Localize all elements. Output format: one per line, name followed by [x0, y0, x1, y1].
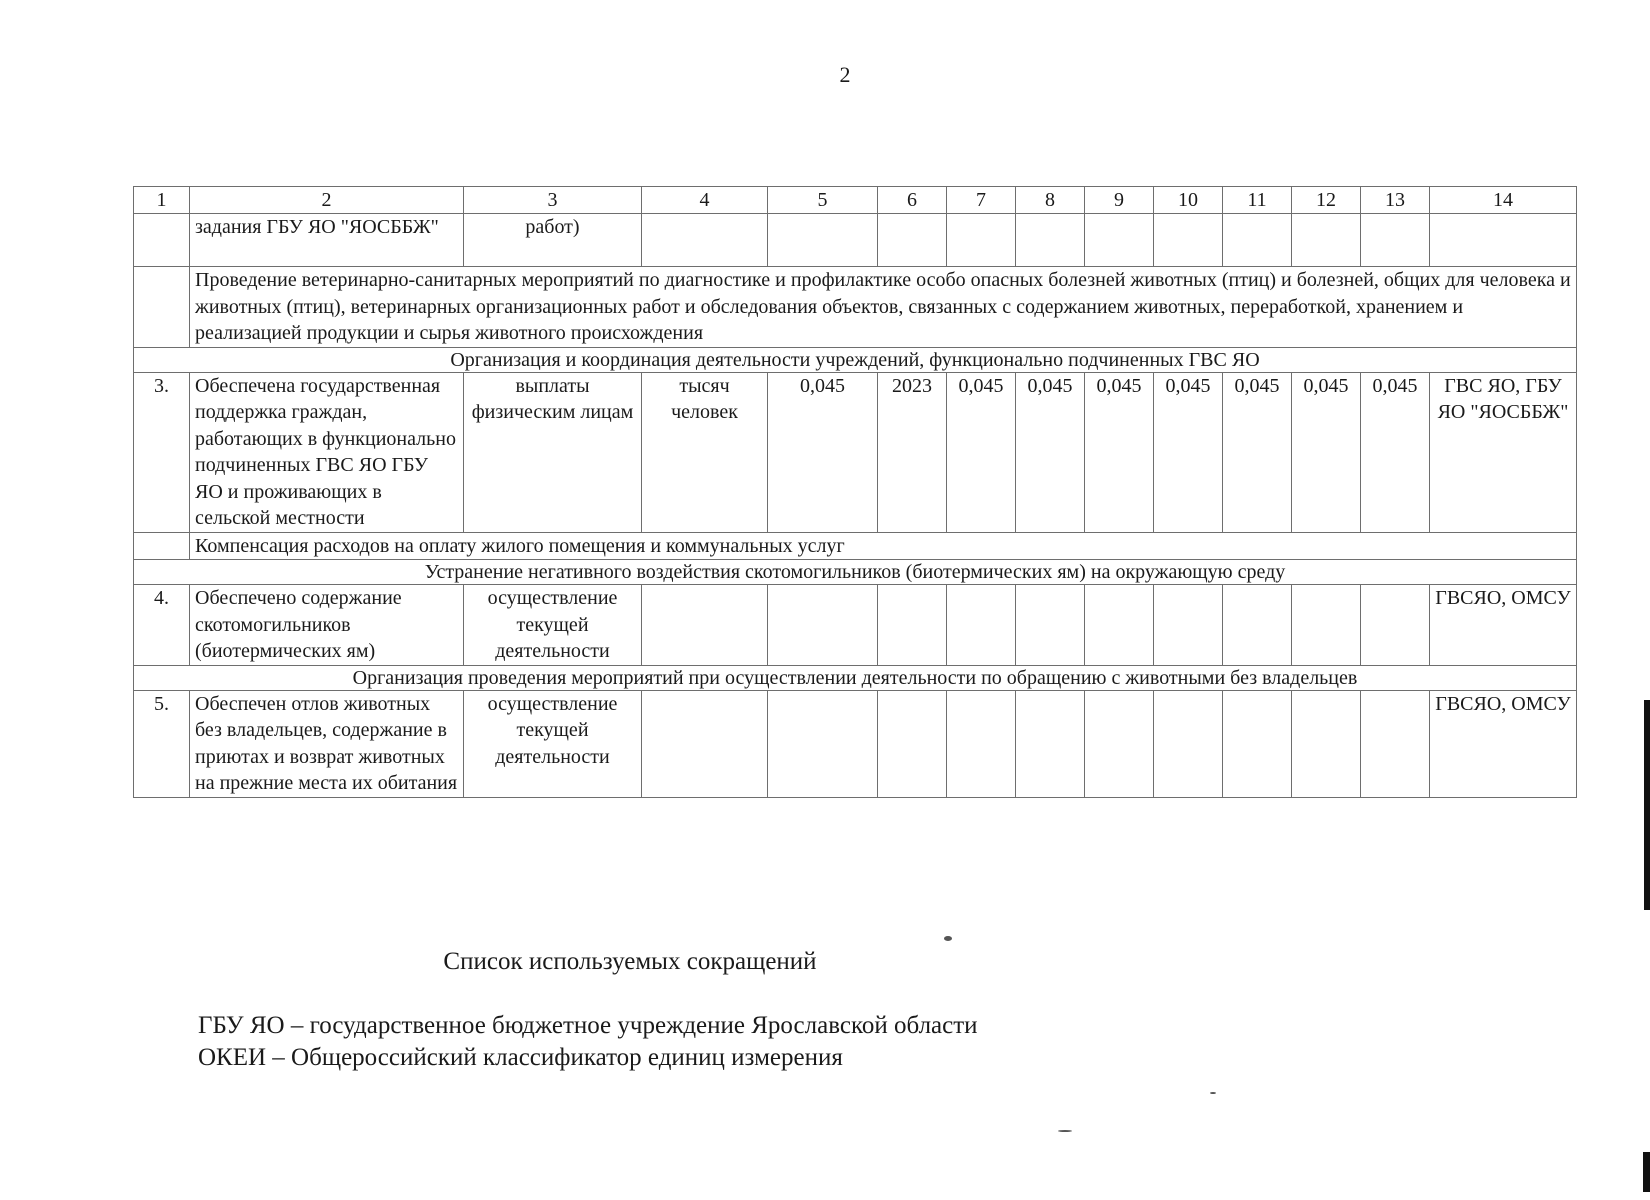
- scan-speck: [1058, 1130, 1072, 1132]
- result-name-cell: Обеспечена государственная поддержка граждан, работающих в функционально подчиненных ГВС ЯО ГБУ ЯО и проживающих в сельской местности: [190, 372, 464, 532]
- year-value-cell: 0,045: [1292, 372, 1361, 532]
- column-header: 11: [1223, 187, 1292, 214]
- abbreviations-title: Список используемых сокращений: [443, 948, 817, 975]
- table-cell: [1223, 585, 1292, 666]
- table-cell: [1016, 214, 1085, 267]
- table-cell: [1223, 690, 1292, 797]
- row-number: 4.: [134, 585, 190, 666]
- column-numbers-row: [134, 187, 1577, 214]
- responsible-cell: ГВСЯО, ОМСУ: [1430, 585, 1577, 666]
- column-header: 10: [1154, 187, 1223, 214]
- scan-edge: [1644, 700, 1650, 910]
- result-name-cell: Обеспечено содержание скотомогильников (биотермических ям): [190, 585, 464, 666]
- table-row: [134, 372, 1577, 532]
- section-row: [134, 665, 1577, 690]
- row-number: 3.: [134, 372, 190, 532]
- task-type-cell: работ): [464, 214, 642, 267]
- section-heading: Организация проведения мероприятий при осуществлении деятельности по обращению с животными без владельцев: [134, 665, 1577, 690]
- table-cell: [947, 214, 1016, 267]
- table-cell: [1223, 214, 1292, 267]
- responsible-cell: ГВС ЯО, ГБУ ЯО "ЯОСББЖ": [1430, 372, 1577, 532]
- table-cell: [1085, 690, 1154, 797]
- table-cell: [947, 690, 1016, 797]
- year-value-cell: 0,045: [1223, 372, 1292, 532]
- description-row: [134, 532, 1577, 560]
- unit-cell: тысяч человек: [642, 372, 768, 532]
- row-number: 5.: [134, 690, 190, 797]
- year-value-cell: 0,045: [1361, 372, 1430, 532]
- page-number: 2: [839, 62, 851, 87]
- section-row: [134, 347, 1577, 372]
- table-cell: [878, 214, 947, 267]
- table-cell: [642, 585, 768, 666]
- table-cell: [1361, 214, 1430, 267]
- column-header: 14: [1430, 187, 1577, 214]
- scan-speck: [944, 936, 952, 941]
- result-type-cell: осуществление текущей деятельности: [464, 690, 642, 797]
- scan-edge: [1643, 1152, 1650, 1192]
- measure-description: Компенсация расходов на оплату жилого помещения и коммунальных услуг: [190, 532, 1577, 560]
- table-cell: [1154, 690, 1223, 797]
- table-row: [134, 585, 1577, 666]
- table-cell: [768, 585, 878, 666]
- base-year-cell: 2023: [878, 372, 947, 532]
- table-cell: [1154, 214, 1223, 267]
- table-cell: [1016, 585, 1085, 666]
- table-cell: [1016, 690, 1085, 797]
- result-type-cell: осуществление текущей деятельности: [464, 585, 642, 666]
- column-header: 3: [464, 187, 642, 214]
- year-value-cell: 0,045: [947, 372, 1016, 532]
- column-header: 7: [947, 187, 1016, 214]
- abbreviations-list: [198, 1010, 978, 1074]
- table-cell: [1292, 690, 1361, 797]
- table-cell: [1292, 214, 1361, 267]
- table-cell: [878, 690, 947, 797]
- continued-row: [134, 214, 1577, 267]
- column-header: 5: [768, 187, 878, 214]
- year-value-cell: 0,045: [1016, 372, 1085, 532]
- table-cell: [134, 214, 190, 267]
- table-cell: [642, 214, 768, 267]
- table-cell: [947, 585, 1016, 666]
- section-heading: Устранение негативного воздействия скотомогильников (биотермических ям) на окружающую среду: [134, 560, 1577, 585]
- table-cell: [1085, 214, 1154, 267]
- measure-description: Проведение ветеринарно-санитарных мероприятий по диагностике и профилактике особо опасных болезней животных (птиц) и болезней, общих для человека и животных (птиц), ветеринарных организационных работ и обследования объектов, связанных с содержанием животных, переработкой, хранением и реализацией продукции и сырья животного происхождения: [190, 267, 1577, 348]
- abbreviation-item: ОКЕИ – Общероссийский классификатор единиц измерения: [198, 1044, 843, 1071]
- table-row: [134, 690, 1577, 797]
- table-cell: [1085, 585, 1154, 666]
- column-header: 13: [1361, 187, 1430, 214]
- section-heading: Организация и координация деятельности учреждений, функционально подчиненных ГВС ЯО: [134, 347, 1577, 372]
- column-header: 1: [134, 187, 190, 214]
- table-cell: [134, 267, 190, 348]
- table-cell: [768, 214, 878, 267]
- measures-table: [133, 186, 1577, 798]
- table-cell: [642, 690, 768, 797]
- column-header: 2: [190, 187, 464, 214]
- column-header: 9: [1085, 187, 1154, 214]
- column-header: 12: [1292, 187, 1361, 214]
- responsible-cell: ГВСЯО, ОМСУ: [1430, 690, 1577, 797]
- column-header: 8: [1016, 187, 1085, 214]
- task-name-cell: задания ГБУ ЯО "ЯОСББЖ": [190, 214, 464, 267]
- table-cell: [768, 690, 878, 797]
- result-name-cell: Обеспечен отлов животных без владельцев, содержание в приютах и возврат животных на прежние места их обитания: [190, 690, 464, 797]
- table-cell: [1430, 214, 1577, 267]
- scan-speck: [1210, 1092, 1216, 1094]
- table-cell: [1292, 585, 1361, 666]
- section-row: [134, 560, 1577, 585]
- year-value-cell: 0,045: [1154, 372, 1223, 532]
- base-value-cell: 0,045: [768, 372, 878, 532]
- table-cell: [1361, 690, 1430, 797]
- abbreviation-item: ГБУ ЯО – государственное бюджетное учреждение Ярославской области: [198, 1012, 978, 1039]
- column-header: 6: [878, 187, 947, 214]
- table-cell: [878, 585, 947, 666]
- table-cell: [1361, 585, 1430, 666]
- column-header: 4: [642, 187, 768, 214]
- table-cell: [134, 532, 190, 560]
- table-cell: [1154, 585, 1223, 666]
- description-row: [134, 267, 1577, 348]
- result-type-cell: выплаты физическим лицам: [464, 372, 642, 532]
- year-value-cell: 0,045: [1085, 372, 1154, 532]
